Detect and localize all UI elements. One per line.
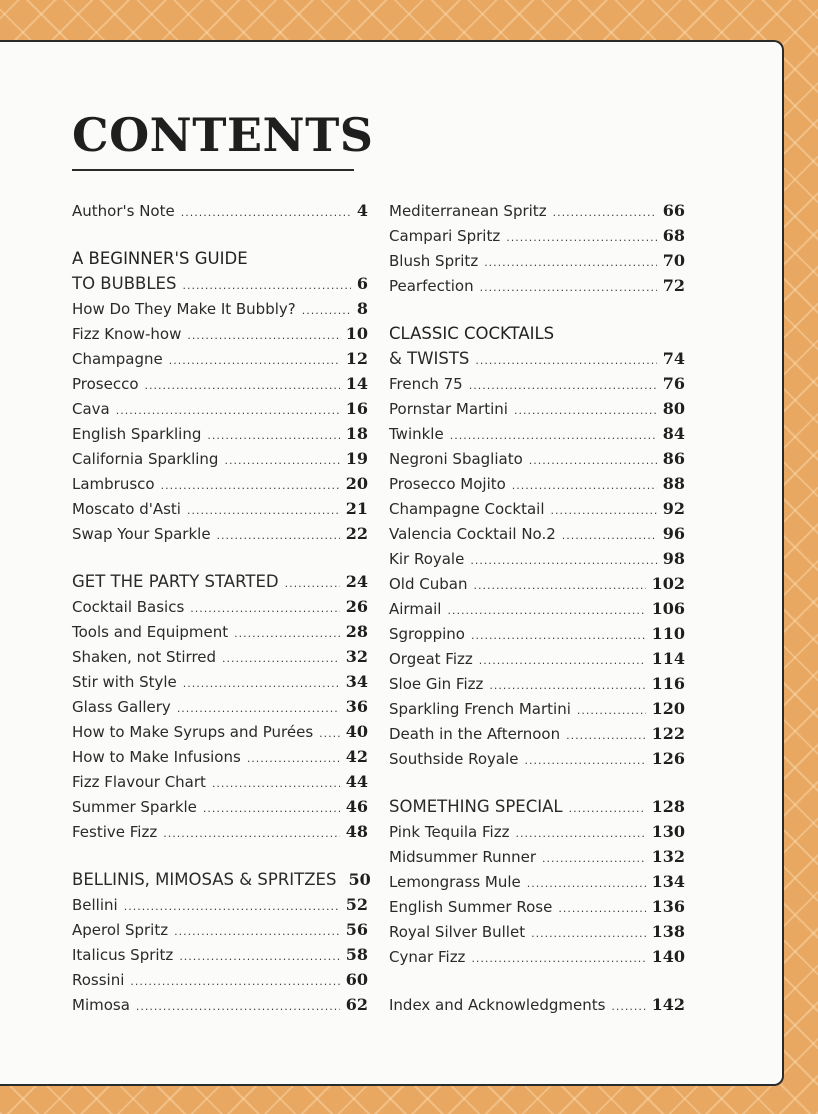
- toc-entry-label: Blush Spritz: [389, 252, 479, 270]
- toc-entry: [389, 696, 685, 721]
- dot-leader: [527, 871, 646, 896]
- toc-entry-label: Rossini: [72, 971, 125, 989]
- section-list: [72, 296, 368, 546]
- toc-entry-label: SOMETHING SPECIAL: [389, 797, 563, 816]
- toc-entry-page: 10: [345, 324, 368, 343]
- toc-entry: [389, 446, 685, 471]
- toc-entry-page: 20: [345, 474, 368, 493]
- dot-leader: [471, 946, 645, 971]
- toc-entry: [389, 596, 685, 621]
- toc-entry-label: Swap Your Sparkle: [72, 525, 211, 543]
- toc-entry: [389, 521, 685, 546]
- dot-leader: [161, 473, 340, 498]
- toc-entry-label: Sparkling French Martini: [389, 700, 571, 718]
- toc-entry-page: 8: [356, 299, 368, 318]
- dot-leader: [163, 821, 340, 846]
- toc-entry-page: 42: [345, 747, 368, 766]
- section-list: [72, 892, 368, 1017]
- dot-leader: [475, 348, 656, 373]
- toc-entry-label: Mediterranean Spritz: [389, 202, 547, 220]
- toc-entry-page: 68: [662, 226, 685, 245]
- dot-leader: [566, 723, 646, 748]
- toc-entry: [389, 371, 685, 396]
- dot-leader: [611, 994, 645, 1019]
- toc-entry-label: Cava: [72, 400, 110, 418]
- toc-entry-label: Cynar Fizz: [389, 948, 466, 966]
- toc-entry-page: 58: [345, 945, 368, 964]
- dot-leader: [319, 721, 340, 746]
- toc-entry-label: Death in the Afternoon: [389, 725, 561, 743]
- toc-entry-label: How to Make Infusions: [72, 748, 241, 766]
- toc-entry: [72, 421, 368, 446]
- toc-entry-page: 120: [651, 699, 685, 718]
- toc-entry-label: French 75: [389, 375, 463, 393]
- toc-entry-page: 102: [651, 574, 685, 593]
- dot-leader: [190, 596, 339, 621]
- toc-entry: [389, 223, 685, 248]
- dot-leader: [480, 275, 657, 300]
- section-list: [72, 594, 368, 844]
- toc-entry: [389, 496, 685, 521]
- toc-entry-page: 98: [662, 549, 685, 568]
- toc-entry: [72, 819, 368, 844]
- toc-entry-page: 12: [345, 349, 368, 368]
- toc-entry: [72, 744, 368, 769]
- toc-entry-page: 134: [651, 872, 685, 891]
- toc-entry: [72, 719, 368, 744]
- toc-entry-label: Champagne Cocktail: [389, 500, 545, 518]
- toc-entry-label: BELLINIS, MIMOSAS & SPRITZES: [72, 870, 337, 889]
- dot-leader: [525, 748, 646, 773]
- toc-entry-page: 19: [345, 449, 368, 468]
- dot-leader: [212, 771, 340, 796]
- toc-entry-page: 60: [345, 970, 368, 989]
- section-list: [389, 819, 685, 969]
- toc-entry-label: Old Cuban: [389, 575, 468, 593]
- toc-entry-label: Prosecco: [72, 375, 139, 393]
- dot-leader: [529, 448, 657, 473]
- toc-entry: [389, 894, 685, 919]
- toc-entry-label: California Sparkling: [72, 450, 219, 468]
- toc-entry-label: Midsummer Runner: [389, 848, 537, 866]
- toc-entry-label: Royal Silver Bullet: [389, 923, 526, 941]
- toc-entry-page: 110: [651, 624, 685, 643]
- dot-leader: [169, 348, 340, 373]
- toc-entry-page: 16: [345, 399, 368, 418]
- toc-entry: [389, 571, 685, 596]
- dot-leader: [489, 673, 645, 698]
- toc-entry-page: 70: [662, 251, 685, 270]
- toc-entry-page: 132: [651, 847, 685, 866]
- section-list: [389, 198, 685, 298]
- dot-leader: [551, 498, 657, 523]
- dot-leader: [207, 423, 339, 448]
- toc-entry: [72, 967, 368, 992]
- toc-entry-page: 140: [651, 947, 685, 966]
- toc-entry-label: Airmail: [389, 600, 442, 618]
- toc-entry-label: Fizz Know-how: [72, 325, 182, 343]
- page-title: CONTENTS: [72, 108, 374, 162]
- toc-entry-page: 122: [651, 724, 685, 743]
- dot-leader: [558, 896, 645, 921]
- toc-entry: [389, 671, 685, 696]
- toc-entry: [72, 942, 368, 967]
- toc-entry-page: 48: [345, 822, 368, 841]
- dot-leader: [470, 548, 656, 573]
- toc-entry-page: 74: [662, 349, 685, 368]
- toc-entry: [389, 421, 685, 446]
- toc-entry: [72, 471, 368, 496]
- dot-leader: [447, 598, 645, 623]
- dot-leader: [479, 648, 646, 673]
- dot-leader: [531, 921, 646, 946]
- toc-entry-page: 46: [345, 797, 368, 816]
- toc-entry-page: 96: [662, 524, 685, 543]
- toc-entry-intro: [72, 198, 368, 223]
- toc-entry-page: 130: [651, 822, 685, 841]
- toc-entry-page: 138: [651, 922, 685, 941]
- toc-section-classic-cocktails: [389, 346, 685, 371]
- toc-entry: [72, 644, 368, 669]
- toc-entry-label: How Do They Make It Bubbly?: [72, 300, 296, 318]
- toc-entry: [389, 646, 685, 671]
- section-heading-line: CLASSIC COCKTAILS: [389, 324, 555, 343]
- dot-leader: [116, 398, 340, 423]
- dot-leader: [577, 698, 646, 723]
- dot-leader: [187, 498, 340, 523]
- toc-entry-label: Prosecco Mojito: [389, 475, 506, 493]
- toc-entry-label: Fizz Flavour Chart: [72, 773, 206, 791]
- toc-entry: [72, 396, 368, 421]
- dot-leader: [562, 523, 657, 548]
- toc-entry-label: Aperol Spritz: [72, 921, 169, 939]
- toc-entry: [72, 917, 368, 942]
- toc-entry-label: Lambrusco: [72, 475, 155, 493]
- toc-entry-label: Pornstar Martini: [389, 400, 508, 418]
- dot-leader: [514, 398, 657, 423]
- dot-leader: [515, 821, 645, 846]
- toc-entry: [72, 694, 368, 719]
- toc-section-bellinis: [72, 867, 371, 892]
- dot-leader: [136, 994, 340, 1019]
- toc-entry-page: 36: [345, 697, 368, 716]
- dot-leader: [182, 273, 350, 298]
- toc-entry: [72, 496, 368, 521]
- toc-entry-label: Index and Acknowledgments: [389, 996, 606, 1014]
- toc-entry-label: English Sparkling: [72, 425, 202, 443]
- toc-entry-page: 76: [662, 374, 685, 393]
- toc-entry-page: 4: [356, 201, 368, 220]
- toc-entry-page: 50: [348, 870, 371, 889]
- toc-entry-page: 86: [662, 449, 685, 468]
- toc-entry-page: 22: [345, 524, 368, 543]
- toc-entry-label: Pearfection: [389, 277, 474, 295]
- toc-entry: [72, 669, 368, 694]
- dot-leader: [569, 796, 646, 821]
- toc-entry-label: Twinkle: [389, 425, 444, 443]
- toc-entry: [389, 721, 685, 746]
- dot-leader: [179, 944, 339, 969]
- toc-entry: [72, 446, 368, 471]
- toc-entry-label: Orgeat Fizz: [389, 650, 473, 668]
- toc-entry-label: Glass Gallery: [72, 698, 171, 716]
- toc-entry-label: Lemongrass Mule: [389, 873, 521, 891]
- toc-entry-label: GET THE PARTY STARTED: [72, 572, 279, 591]
- dot-leader: [469, 373, 657, 398]
- toc-entry: [72, 594, 368, 619]
- toc-entry-label: Bellini: [72, 896, 118, 914]
- toc-entry: [389, 621, 685, 646]
- toc-entry-page: 40: [345, 722, 368, 741]
- toc-entry-page: 26: [345, 597, 368, 616]
- dot-leader: [181, 200, 351, 225]
- toc-entry-label: How to Make Syrups and Purées: [72, 723, 314, 741]
- toc-entry: [72, 371, 368, 396]
- dot-leader: [187, 323, 339, 348]
- dot-leader: [285, 571, 340, 596]
- dot-leader: [247, 746, 340, 771]
- toc-section-beginners-guide: [72, 271, 368, 296]
- dot-leader: [234, 621, 340, 646]
- toc-entry-label: Festive Fizz: [72, 823, 158, 841]
- toc-entry-page: 128: [651, 797, 685, 816]
- section-list: [389, 371, 685, 771]
- section-heading-line: A BEGINNER'S GUIDE: [72, 249, 248, 268]
- toc-entry-page: 88: [662, 474, 685, 493]
- toc-entry: [389, 396, 685, 421]
- toc-entry-page: 92: [662, 499, 685, 518]
- toc-entry: [389, 819, 685, 844]
- toc-entry: [72, 521, 368, 546]
- toc-entry: [72, 296, 368, 321]
- toc-entry-label: Campari Spritz: [389, 227, 501, 245]
- toc-entry-label: Champagne: [72, 350, 163, 368]
- toc-entry-label: Shaken, not Stirred: [72, 648, 217, 666]
- toc-entry: [389, 869, 685, 894]
- toc-entry: [389, 944, 685, 969]
- toc-entry: [72, 346, 368, 371]
- toc-entry-page: 80: [662, 399, 685, 418]
- dot-leader: [203, 796, 340, 821]
- toc-entry-label: English Summer Rose: [389, 898, 553, 916]
- toc-entry-page: 66: [662, 201, 685, 220]
- toc-entry-page: 6: [356, 274, 368, 293]
- dot-leader: [217, 523, 340, 548]
- left-column: [72, 198, 371, 1017]
- toc-entry: [389, 471, 685, 496]
- toc-entry: [389, 273, 685, 298]
- toc-entry: [389, 844, 685, 869]
- toc-entry-page: 14: [345, 374, 368, 393]
- right-column: [389, 198, 685, 1017]
- dot-leader: [222, 646, 340, 671]
- toc-entry-index: [389, 992, 685, 1017]
- dot-leader: [450, 423, 657, 448]
- dot-leader: [506, 225, 657, 250]
- dot-leader: [177, 696, 340, 721]
- dot-leader: [553, 200, 657, 225]
- toc-entry-label: TO BUBBLES: [72, 274, 177, 293]
- toc-entry-label: Negroni Sbagliato: [389, 450, 523, 468]
- toc-entry: [72, 769, 368, 794]
- dot-leader: [542, 846, 646, 871]
- dot-leader: [183, 671, 340, 696]
- toc-entry-label: Cocktail Basics: [72, 598, 185, 616]
- toc-entry-page: 62: [345, 995, 368, 1014]
- toc-entry-label: Sgroppino: [389, 625, 465, 643]
- toc-entry-label: Sloe Gin Fizz: [389, 675, 484, 693]
- toc-entry-label: Mimosa: [72, 996, 130, 1014]
- toc-entry-label: Pink Tequila Fizz: [389, 823, 510, 841]
- toc-entry: [72, 892, 368, 917]
- toc-entry-page: 72: [662, 276, 685, 295]
- toc-entry: [72, 321, 368, 346]
- toc-entry-page: 114: [651, 649, 685, 668]
- toc-section-something-special: [389, 794, 685, 819]
- toc-entry-label: Author's Note: [72, 202, 175, 220]
- toc-entry-page: 18: [345, 424, 368, 443]
- toc-entry-label: & TWISTS: [389, 349, 470, 368]
- toc-entry-label: Southside Royale: [389, 750, 519, 768]
- toc-entry: [72, 619, 368, 644]
- dot-leader: [302, 298, 351, 323]
- toc-entry: [389, 919, 685, 944]
- toc-entry-page: 56: [345, 920, 368, 939]
- toc-entry-page: 52: [345, 895, 368, 914]
- toc-entry-page: 34: [345, 672, 368, 691]
- toc-entry-page: 28: [345, 622, 368, 641]
- toc-entry-label: Moscato d'Asti: [72, 500, 181, 518]
- toc-entry: [72, 794, 368, 819]
- contents-page: [0, 40, 784, 1086]
- toc-entry-page: 84: [662, 424, 685, 443]
- toc-entry-page: 44: [345, 772, 368, 791]
- dot-leader: [145, 373, 340, 398]
- toc-entry-page: 126: [651, 749, 685, 768]
- toc-entry: [389, 248, 685, 273]
- toc-entry-label: Tools and Equipment: [72, 623, 229, 641]
- toc-entry-page: 24: [345, 572, 368, 591]
- toc-entry: [389, 198, 685, 223]
- toc-section-party-started: [72, 569, 368, 594]
- toc-entry-page: 21: [345, 499, 368, 518]
- toc-entry-page: 142: [651, 995, 685, 1014]
- toc-entry-label: Stir with Style: [72, 673, 177, 691]
- toc-entry-page: 136: [651, 897, 685, 916]
- dot-leader: [512, 473, 657, 498]
- toc-entry-page: 32: [345, 647, 368, 666]
- dot-leader: [124, 894, 340, 919]
- dot-leader: [471, 623, 646, 648]
- title-underline: [72, 169, 354, 171]
- dot-leader: [224, 448, 339, 473]
- dot-leader: [484, 250, 657, 275]
- dot-leader: [174, 919, 340, 944]
- toc-entry: [389, 546, 685, 571]
- dot-leader: [130, 969, 339, 994]
- toc-entry: [72, 992, 368, 1017]
- toc-entry-label: Italicus Spritz: [72, 946, 174, 964]
- toc-entry-label: Kir Royale: [389, 550, 465, 568]
- toc-entry-page: 106: [651, 599, 685, 618]
- toc-entry-page: 116: [651, 674, 685, 693]
- toc-entry: [389, 746, 685, 771]
- dot-leader: [473, 573, 645, 598]
- toc-entry-label: Valencia Cocktail No.2: [389, 525, 556, 543]
- toc-entry-label: Summer Sparkle: [72, 798, 197, 816]
